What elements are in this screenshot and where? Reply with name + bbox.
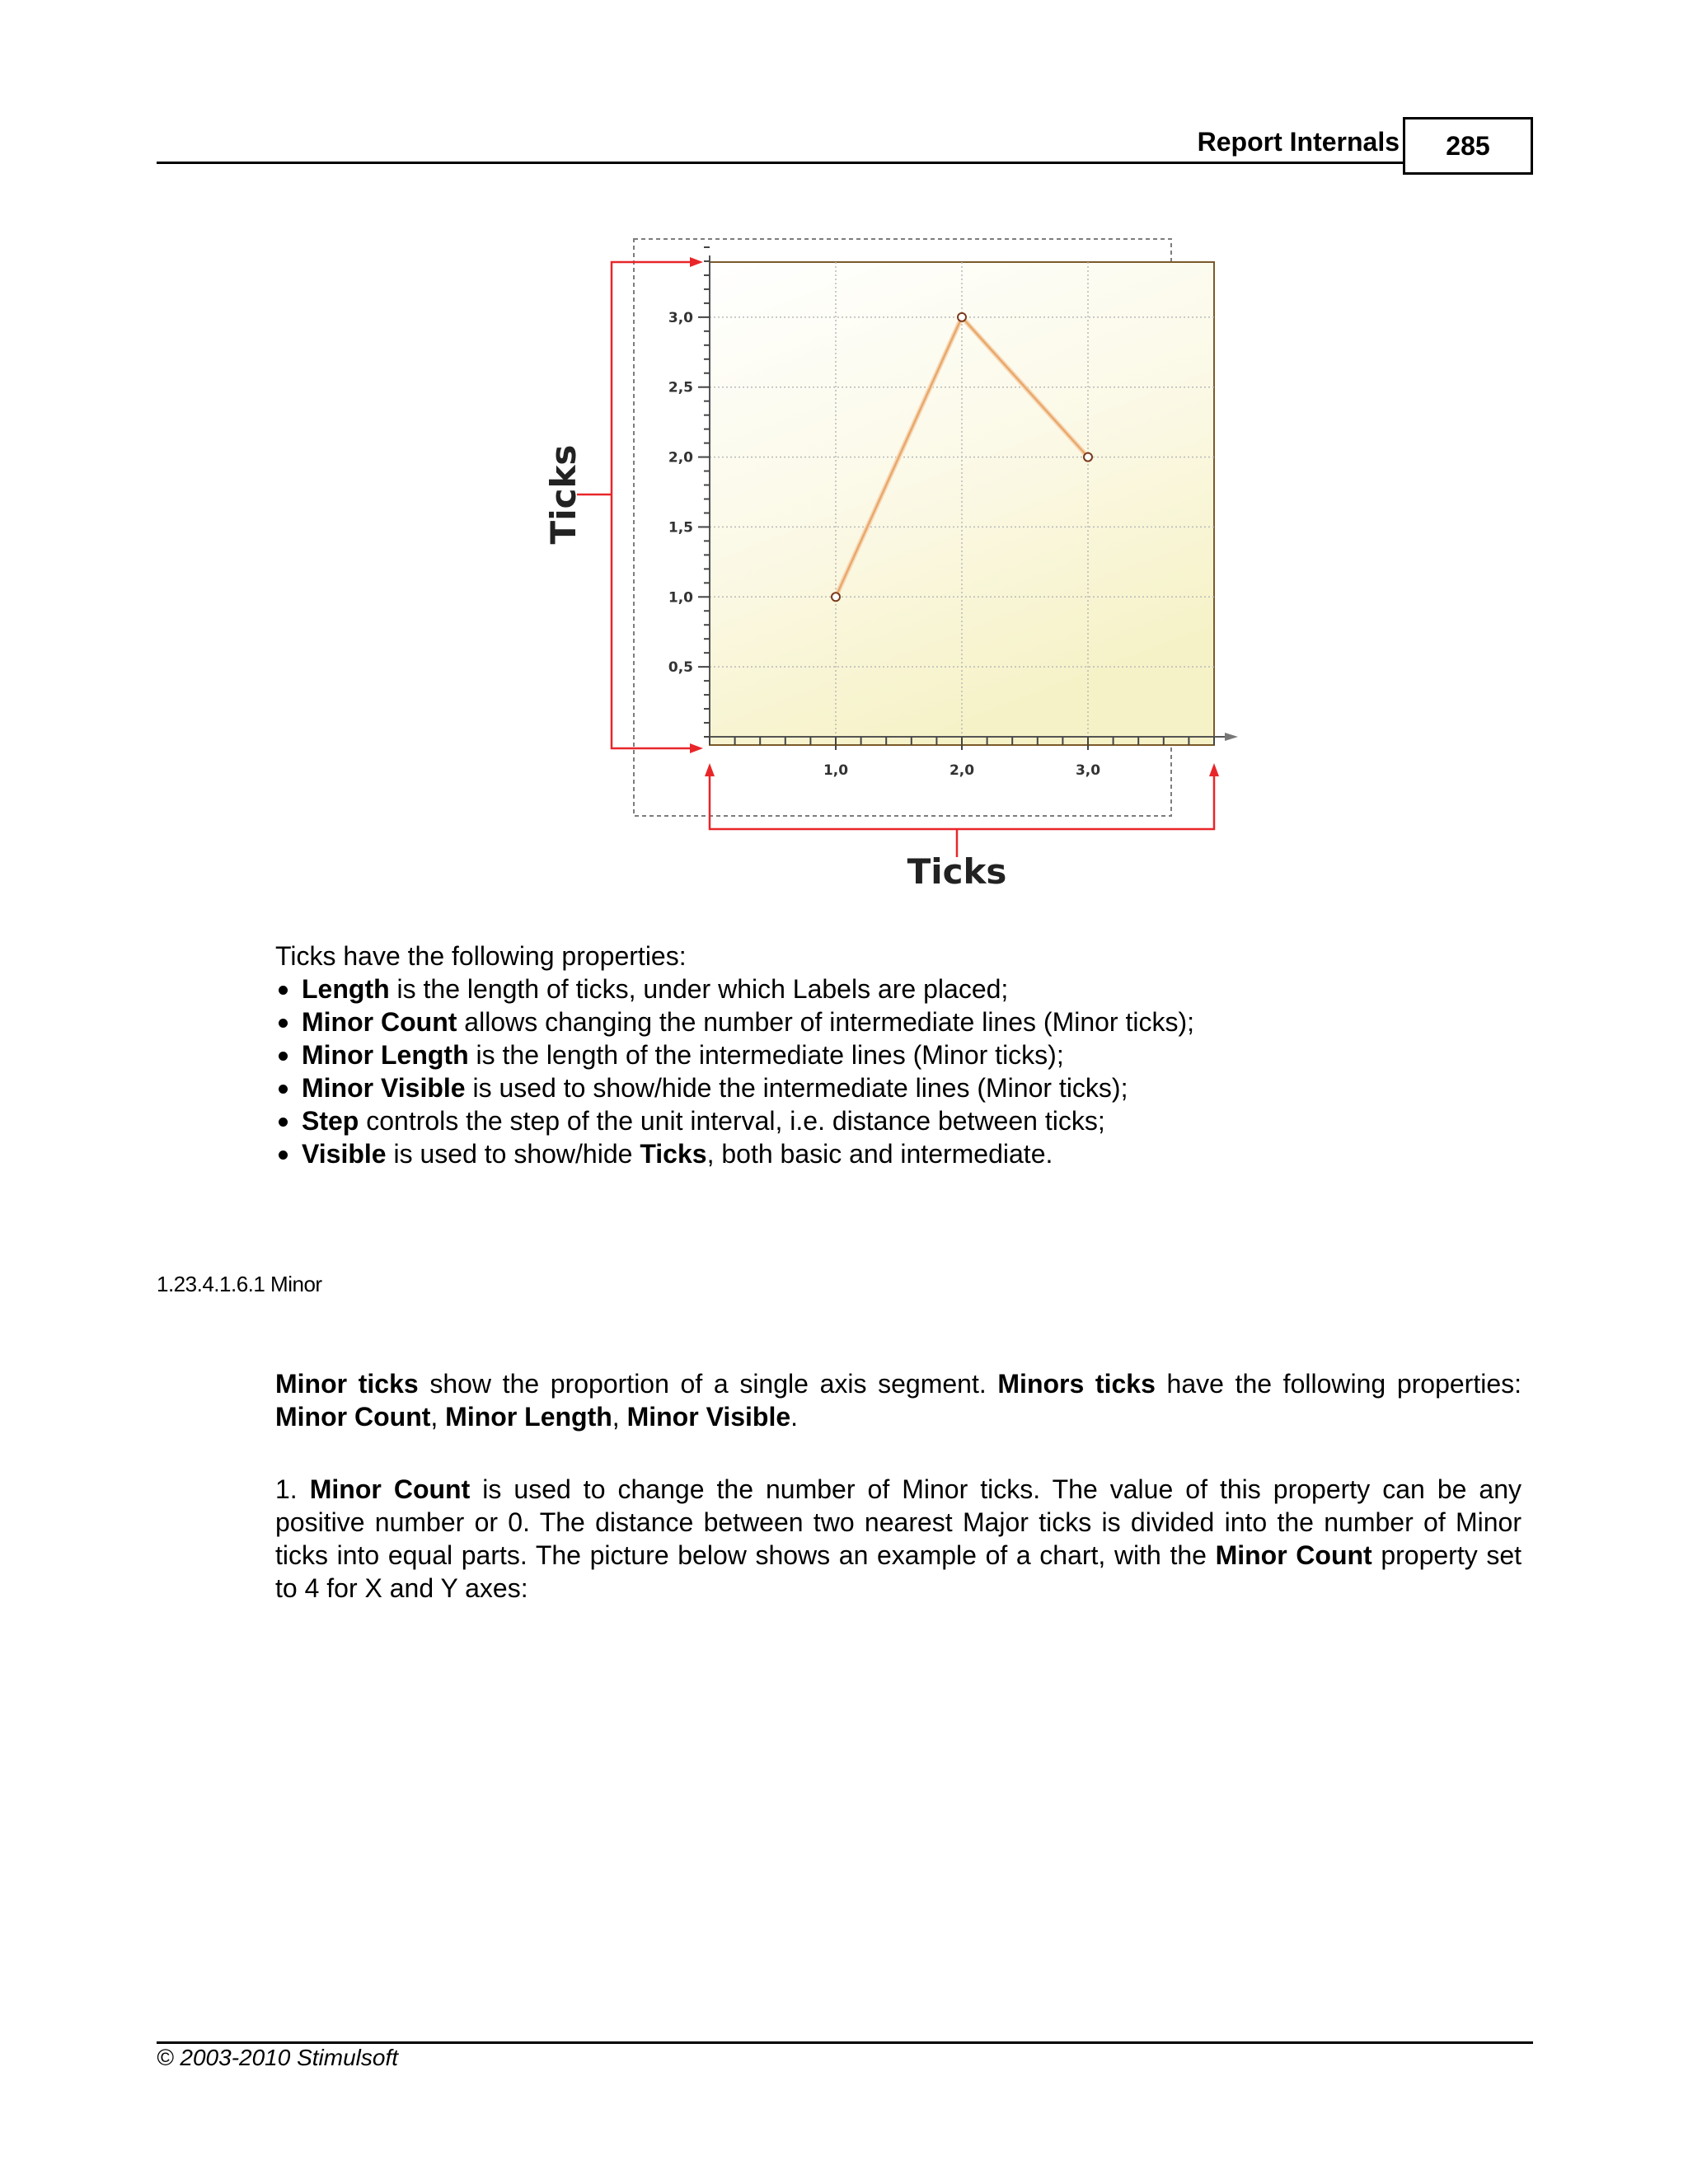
x-tick-label: 2,0 <box>949 762 975 779</box>
footer-rule <box>157 2041 1533 2044</box>
x-callout-label: Ticks <box>907 851 1007 892</box>
property-description: is used to show/hide the intermediate lines (Minor ticks); <box>465 1073 1128 1103</box>
property-term: Visible <box>302 1139 387 1169</box>
bullet-icon <box>279 1151 288 1160</box>
list-item <box>275 1038 1194 1071</box>
bullet-icon <box>279 1019 288 1028</box>
term: Minors ticks <box>997 1369 1156 1399</box>
property-term: Length <box>302 974 390 1004</box>
page-number: 285 <box>1403 117 1533 175</box>
copyright-text: © 2003-2010 Stimulsoft <box>157 2045 399 2070</box>
text: is used to change the number of Minor ticks. The value of this property can be any positive number or 0. The distance between two nearest Major ticks is divided into the number of Minor ticks into equal parts. The picture below shows an example of a chart, with the <box>275 1474 1522 1570</box>
text: . <box>790 1402 799 1432</box>
header-rule <box>157 162 1533 164</box>
text: show the proportion of a single axis segment. <box>418 1369 998 1399</box>
y-tick-label: 2,0 <box>668 449 693 466</box>
y-tick-label: 0,5 <box>668 659 693 677</box>
x-callout-bracket <box>710 775 1214 829</box>
list-item <box>275 972 1194 1005</box>
ticks-figure <box>528 231 1261 915</box>
ticks-intro: Ticks have the following properties: <box>275 941 687 971</box>
property-term: Minor Visible <box>302 1073 466 1103</box>
property-description: is used to show/hide <box>386 1139 640 1169</box>
ticks-properties-list <box>275 972 1194 1170</box>
term: Minor Visible <box>626 1402 791 1432</box>
bullet-icon <box>279 1052 288 1061</box>
text: 1. <box>275 1474 310 1504</box>
list-item <box>275 1005 1194 1038</box>
bullet-icon <box>279 1118 288 1127</box>
minor-paragraph-2 <box>275 1473 1522 1605</box>
text: have the following properties: <box>1155 1369 1522 1399</box>
x-axis-arrow-icon <box>1225 733 1238 741</box>
term: Minor Length <box>445 1402 612 1432</box>
data-point <box>1084 453 1092 462</box>
x-callout-arrow-icon <box>705 763 715 776</box>
property-description: controls the step of the unit interval, i.e. distance between ticks; <box>359 1106 1105 1136</box>
y-tick-label: 2,5 <box>668 379 693 396</box>
plot-area <box>710 262 1214 745</box>
ticks-chart <box>528 231 1261 915</box>
y-tick-label: 1,5 <box>668 519 693 537</box>
data-point <box>958 313 966 321</box>
term: Minor Count <box>1215 1540 1372 1570</box>
minor-paragraph-1 <box>275 1367 1522 1433</box>
list-item <box>275 1104 1194 1137</box>
y-callout-arrow-icon <box>690 257 703 267</box>
property-description: is the length of the intermediate lines (Minor ticks); <box>468 1040 1064 1070</box>
property-description: is the length of ticks, under which Labels are placed; <box>389 974 1009 1004</box>
list-item <box>275 1071 1194 1104</box>
property-description: allows changing the number of intermediate lines (Minor ticks); <box>457 1007 1195 1037</box>
property-description-tail: , both basic and intermediate. <box>706 1139 1053 1169</box>
property-term: Minor Length <box>302 1040 469 1070</box>
y-tick-label: 3,0 <box>668 309 693 326</box>
x-tick-label: 3,0 <box>1075 762 1101 779</box>
header-section-title: Report Internals <box>1197 127 1400 157</box>
term: Minor ticks <box>275 1369 419 1399</box>
property-term-inline: Ticks <box>640 1139 707 1169</box>
y-tick-label: 1,0 <box>668 589 693 607</box>
page-header <box>157 115 1533 178</box>
property-term: Minor Count <box>302 1007 457 1037</box>
text: , <box>612 1402 627 1432</box>
x-callout-arrow-icon <box>1209 763 1219 776</box>
bullet-icon <box>279 1085 288 1094</box>
x-tick-label: 1,0 <box>823 762 849 779</box>
property-term: Step <box>302 1106 359 1136</box>
term: Minor Count <box>275 1402 431 1432</box>
list-item <box>275 1137 1194 1170</box>
y-callout-arrow-icon <box>690 743 703 753</box>
term: Minor Count <box>309 1474 471 1504</box>
y-callout-label: Ticks <box>543 444 584 545</box>
text: , <box>430 1402 446 1432</box>
bullet-icon <box>279 986 288 995</box>
text: property set to 4 for X and Y axes: <box>275 1540 1522 1603</box>
section-heading: 1.23.4.1.6.1 Minor <box>157 1272 322 1296</box>
data-point <box>832 593 840 601</box>
